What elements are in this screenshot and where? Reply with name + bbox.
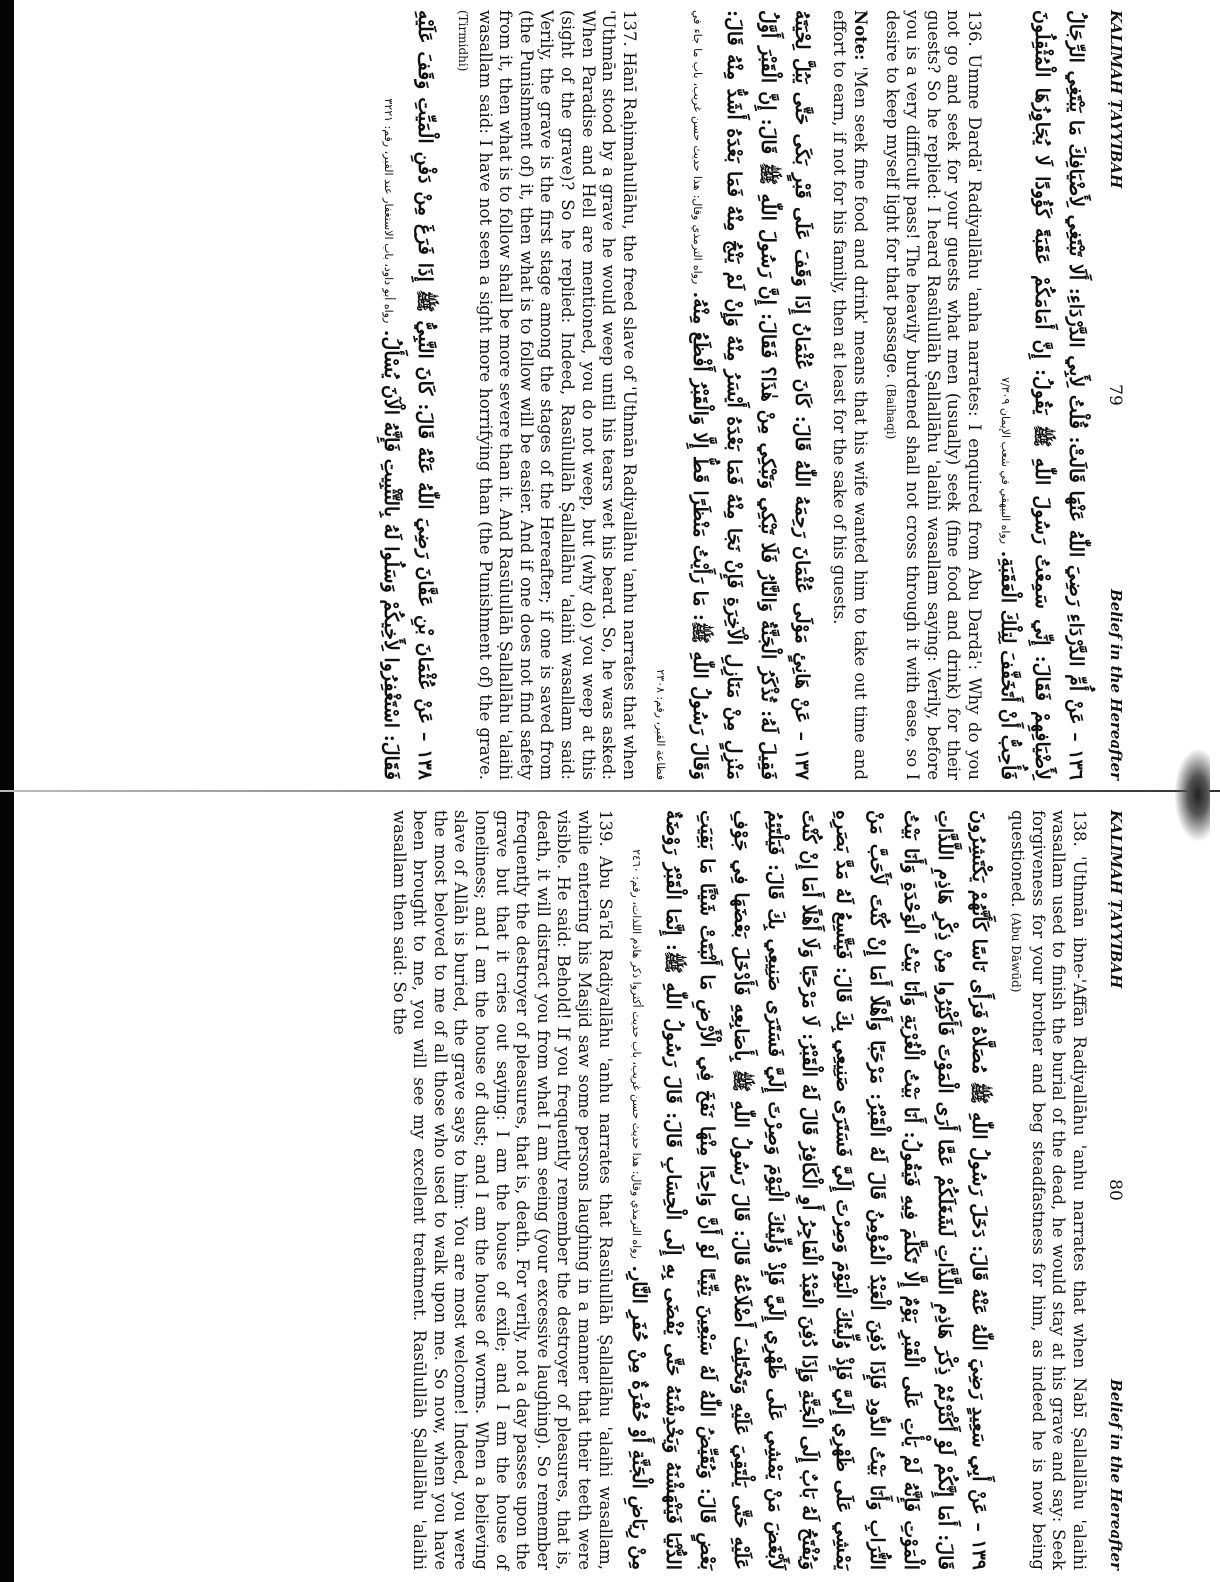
hadith-138-arabic	[372, 10, 443, 780]
hadith-139-arabic	[619, 810, 996, 1570]
page-number: 79	[1105, 384, 1125, 406]
translation-text: 138. 'Uthmān ibne-'Affān Radiyallāhu 'anhu narrates that when Nabī Ṣallallāhu 'alaihi wasallam used to finish the burial of the dead, he would stay at his grave and say: Seek forgiveness for your brother and beg steadfastness for him, as indeed he is now being questioned.	[1008, 810, 1089, 1570]
hadith-138-translation	[1006, 810, 1089, 1570]
arabic-reference: رواه الترمذي وقال: هذا حديث حسن غريب، باب ما جاء في فظاعة القبر، رقم: ٢٣٠٨	[653, 10, 704, 780]
source-citation: (Abu Dāwūd)	[1009, 912, 1024, 993]
page-79	[380, 10, 1125, 781]
hadith-136-translation	[880, 10, 984, 780]
translation-text: 139. Abu Sa'īd Radiyallāhu 'anhu narrates that Rasūlullāh Ṣallallāhu 'alaihi wasallam, while entering his Masjid saw some persons laughing in a manner that their teeth were visible. He said: Behold! If you frequently remember the destroyer of pleasures, that is, death, it will distract you from what I am seeing (your excessive laughing). So remember frequently the destroyer of pleasures, that is, death. For verily, not a day passes upon the grave but that it cries out saying: I am the house of exile; and I am the house of loneliness; and I am the house of dust; and I am the house of worms. When a believing slave of Allāh is buried, the grave says to him: You are most welcome! Indeed, you were the most beloved to me of all those who used to walk upon me. So now, when you have been brought to me, you will see my excellent treatment. Rasūlullāh Ṣallallāhu 'alaihi wasallam then said: So the	[389, 810, 615, 1570]
hadith-137-translation	[453, 10, 639, 780]
page-header	[1093, 810, 1125, 1570]
binding-shadow	[1170, 740, 1210, 850]
arabic-reference: رواه البيهقي في شعب الإيمان ٧/٣٠٩	[999, 377, 1012, 545]
note-text: 'Men seek fine food and drink' means that his wife wanted him to take out time and effort to earn, if not for his family, then at least for the sake of his guests.	[830, 10, 871, 781]
arabic-reference: رواه أبو داود، باب الاستغفار عند القبر، رقم: ٣٢٢١	[382, 98, 396, 324]
arabic-text: ١٣٩ – عَنْ أَبِي سَعِيدٍ رَضِيَ اللّٰهُ عَنْهُ قَالَ: دَخَلَ رَسُولُ اللّٰهِ ﷺ مُصَلَّاهُ فَرَأَى نَاسًا كَأَنَّهُمْ يَكْتَشِرُونَ قَالَ: أَمَا إِنَّكُمْ لَوْ أَكْثَرْتُمْ ذِكْرَ هَاذِمِ اللَّذَّاتِ لَشَغَلَكُمْ عَمَّا أَرَى الْمَوْتَ فَأَكْثِرُوا مِنْ ذِكْرِ هَاذِمِ اللَّذَّاتِ الْمَوْتِ فَإِنَّهُ لَمْ يَأْتِ عَلَى الْقَبْرِ يَوْمٌ إِلَّا تَكَلَّمَ فِيهِ فَيَقُولُ: أَنَا بَيْتُ الْغُرْبَةِ وَأَنَا بَيْتُ الْوَحْدَةِ وَأَنَا بَيْتُ التُّرَابِ وَأَنَا بَيْتُ الدُّودِ فَإِذَا دُفِنَ الْعَبْدُ الْمُؤْمِنُ قَالَ لَهُ الْقَبْرُ: مَرْحَبًا وَأَهْلًا أَمَا إِنْ كُنْتَ لَأَحَبَّ مَنْ يَمْشِي عَلَى ظَهْرِي إِلَيَّ فَإِذْ وُلِّيتُكَ الْيَوْمَ وَصِرْتَ إِلَيَّ فَسَتَرَى صَنِيعِي بِكَ قَالَ: فَيَتَّسِعُ لَهُ مَدَّ بَصَرِهِ وَيُفْتَحُ لَهُ بَابٌ إِلَى الْجَنَّةِ وَإِذَا دُفِنَ الْعَبْدُ الْفَاجِرُ أَوِ الْكَافِرُ قَالَ لَهُ الْقَبْرُ: لَا مَرْحَبًا وَلَا أَهْلًا أَمَا إِنْ كُنْتَ لَأَبْغَضَ مَنْ يَمْشِي عَلَى ظَهْرِي إِلَيَّ فَإِذْ وُلِّيتُكَ الْيَوْمَ وَصِرْتَ إِلَيَّ فَسَتَرَى صَنِيعِي بِكَ قَالَ: فَيَلْتَئِمُ عَلَيْهِ حَتَّى يَلْتَقِيَ عَلَيْهِ وَتَخْتَلِفَ أَضْلَاعُهُ قَالَ: قَالَ رَسُولُ اللّٰهِ ﷺ بِأَصَابِعِهِ فَأَدْخَلَ بَعْضَهَا فِي جَوْفِ بَعْضٍ قَالَ: وَيُقَيِّضُ اللّٰهُ لَهُ سَبْعِينَ تِنِّينًا لَوْ أَنَّ وَاحِدًا مِنْهَا نَفَخَ فِي الْأَرْضِ مَا أَنْبَتَتْ شَيْئًا مَا بَقِيَتِ الدُّنْيَا فَيَنْهَشْنَهُ وَيَخْدِشْنَهُ حَتَّى يُفْضَى بِهِ إِلَى الْحِسَابِ قَالَ: قَالَ رَسُولُ اللّٰهِ ﷺ: إِنَّمَا الْقَبْرُ رَوْضَةٌ مِنْ رِيَاضِ الْجَنَّةِ أَوْ حُفْرَةٌ مِنْ حُفَرِ النَّارِ.	[627, 810, 990, 1570]
note-label: Note:	[851, 10, 871, 61]
book-title: KALIMAH ṬAYYIBAH	[1107, 10, 1125, 189]
arabic-reference: رواه الترمذي وقال: هذا حديث حسن غريب، باب حديث أكثروا ذكر هاذم اللذات، رقم: ٢٤٦٠	[629, 849, 643, 1259]
hadith-137-arabic	[643, 10, 819, 780]
section-title: Belief in the Hereafter	[1107, 1379, 1125, 1570]
source-citation: (Tirmidhi)	[456, 10, 471, 72]
page-header	[1093, 10, 1125, 780]
section-title: Belief in the Hereafter	[1107, 589, 1125, 780]
page-80	[389, 810, 1125, 1570]
arabic-text: ١٣٧ – عَنْ هَانِئٍ مَوْلَى عُثْمَانَ رَحِمَهُ اللّٰهُ قَالَ: كَانَ عُثْمَانُ إِذَا وَقَفَ عَلَى قَبْرٍ بَكَى حَتَّى يَبُلَّ لِحْيَتَهُ فَقِيلَ لَهُ: تُذْكَرُ الْجَنَّةُ وَالنَّارُ فَلَا تَبْكِي وَتَبْكِي مِنْ هٰذَا؟ فَقَالَ: إِنَّ رَسُولَ اللّٰهِ ﷺ قَالَ: إِنَّ الْقَبْرَ أَوَّلُ مَنْزِلٍ مِنْ مَنَازِلِ الْآخِرَةِ فَإِنْ نَجَا مِنْهُ فَمَا بَعْدَهُ أَيْسَرُ مِنْهُ وَإِنْ لَمْ يَنْجُ مِنْهُ فَمَا بَعْدَهُ أَشَدُّ مِنْهُ قَالَ: وَقَالَ رَسُولُ اللّٰهِ ﷺ: مَا رَأَيْتُ مَنْظَرًا قَطُّ إِلَّا وَالْقَبْرُ أَفْظَعُ مِنْهُ.	[688, 10, 813, 780]
hadith-139-translation	[388, 810, 615, 1570]
translation-text: 136. Umme Dardā' Radiyallāhu 'anha narrates: I enquired from Abu Dardā': Why do you not go and seek for your guests what men (usually) seek (fine food and drink) for their guests? So he replied: I heard Rasūlullāh Ṣallallāhu 'alaihi wasallam saying: Verily, before you is a very difficult pass! The heavily burdened shall not cross through it with ease, so I desire to keep myself light for that passage.	[882, 10, 984, 780]
hadith-136-note	[829, 10, 870, 780]
scan-page-80	[389, 800, 1125, 1582]
hadith-136-arabic	[988, 10, 1093, 780]
arabic-text: ١٣٦ – عَنْ أُمِّ الدَّرْدَاءِ رَضِيَ اللّٰهُ عَنْهَا قَالَتْ: قُلْتُ لِأَبِي الدَّرْدَاءِ: أَلَا تَبْتَغِي لِأَضْيَافِكَ مَا يَبْتَغِي الرِّجَالُ لِأَضْيَافِهِمْ فَقَالَ: إِنِّي سَمِعْتُ رَسُولَ اللّٰهِ ﷺ يَقُولُ: إِنَّ أَمَامَكُمْ عَقَبَةً كَؤُودًا لَا يُجَاوِزُهَا الْمُثْقِلُونَ فَأُحِبُّ أَنْ أَتَخَفَّفَ لِتِلْكَ الْعَقَبَةِ.	[997, 10, 1087, 780]
translation-text: 137. Hānī Raḥimahullāhu, the freed slave of 'Uthmān Radiyallāhu 'anhu narrates that when 'Uthmān stood by a grave he would weep until his tears wet his beard. So, he was asked: When Paradise and Hell are mentioned, you do not weep, but (why do) you weep at this (sight of the grave)? So he replied: Indeed, Rasūlullāh Ṣallallāhu 'alaihi wasallam said: Verily, the grave is the first stage among the stages of the Hereafter; if one is saved from (the Punishment of) it, then what is to follow will be easier. And if one does not find safety from it, then what is to follow shall be more severe than it. And Rasūlullāh Ṣallallāhu 'alaihi wasallam said: I have not seen a sight more horrifying than (the Punishment of) the grave.	[475, 10, 639, 780]
page-number: 80	[1105, 1179, 1125, 1201]
arabic-text: ١٣٨ – عَنْ عُثْمَانَ بْنِ عَفَّانَ رَضِيَ اللّٰهُ عَنْهُ قَالَ: كَانَ النَّبِيُّ ﷺ إِذَا فَرَغَ مِنْ دَفْنِ الْمَيِّتِ وَقَفَ عَلَيْهِ فَقَالَ: اسْتَغْفِرُوا لِأَخِيكُمْ وَسَلُوا لَهُ بِالتَّثْبِيتِ فَإِنَّهُ الْآنَ يُسْأَلُ.	[380, 10, 437, 780]
book-title: KALIMAH ṬAYYIBAH	[1107, 810, 1125, 989]
source-citation: (Baihaqi)	[883, 383, 898, 440]
